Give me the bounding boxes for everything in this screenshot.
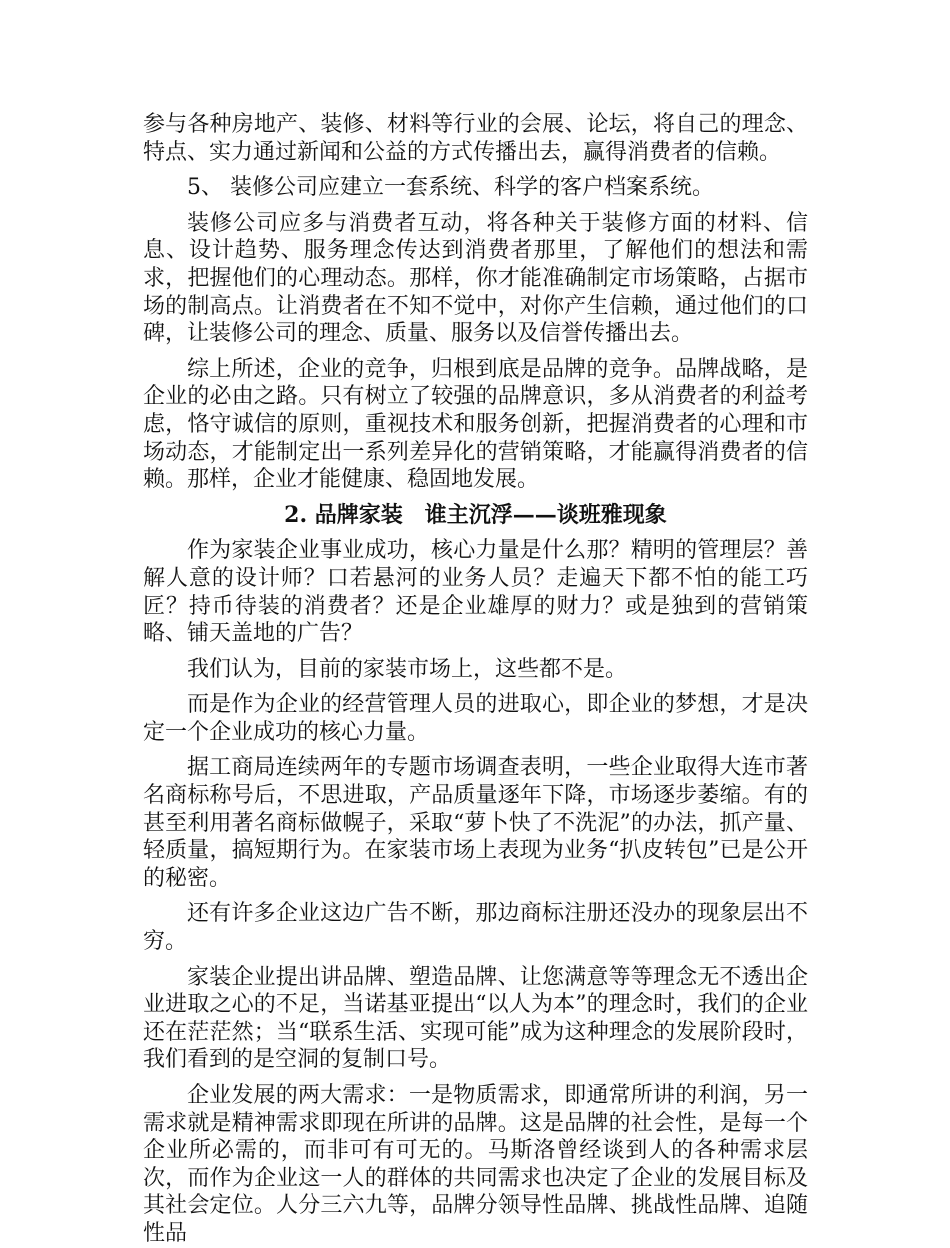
paragraph: 参与各种房地产、装修、材料等行业的会展、论坛，将自己的理念、特点、实力通过新闻和公益的方式传播出去，赢得消费者的信赖。 — [143, 112, 808, 165]
paragraph: 作为家装企业事业成功，核心力量是什么那？精明的管理层？善解人意的设计师？口若悬河的业务人员？走遍天下都不怕的能工巧匠？持币待装的消费者？还是企业雄厚的财力？或是独到的营销策略、铺天盖地的广告？ — [143, 538, 808, 647]
paragraph: 据工商局连续两年的专题市场调查表明，一些企业取得大连市著名商标称号后，不思进取，产品质量逐年下降，市场逐步萎缩。有的甚至利用著名商标做幌子，采取“萝卜快了不洗泥”的办法，抓产量、轻质量，搞短期行为。在家装市场上表现为业务“扒皮转包”已是公开的秘密。 — [143, 755, 808, 891]
paragraph: 家装企业提出讲品牌、塑造品牌、让您满意等等理念无不透出企业进取之心的不足，当诺基亚提出“以人为本”的理念时，我们的企业还在茫茫然；当“联系生活、实现可能”成为这种理念的发展阶段时，我们看到的是空洞的复制口号。 — [143, 964, 808, 1073]
section-heading: 2. 品牌家装 谁主沉浮——谈班雅现象 — [284, 501, 667, 528]
paragraph: 企业发展的两大需求：一是物质需求，即通常所讲的利润，另一需求就是精神需求即现在所讲的品牌。这是品牌的社会性，是每一个企业所必需的，而非可有可无的。马斯洛曾经谈到人的各种需求层次，而作为企业这一人的群体的共同需求也决定了企业的发展目标及其社会定位。人分三六九等，品牌分领导性品牌、挑战性品牌、追随性品 — [143, 1083, 808, 1246]
paragraph: 装修公司应多与消费者互动，将各种关于装修方面的材料、信息、设计趋势、服务理念传达到消费者那里，了解他们的想法和需求，把握他们的心理动态。那样，你才能准确制定市场策略，占据市场的制高点。让消费者在不知不觉中，对你产生信赖，通过他们的口碑，让装修公司的理念、质量、服务以及信誉传播出去。 — [143, 210, 808, 347]
paragraph: 还有许多企业这边广告不断，那边商标注册还没办的现象层出不穷。 — [143, 901, 808, 955]
document-page — [143, 111, 808, 1248]
paragraph: 综上所述，企业的竞争，归根到底是品牌的竞争。品牌战略，是企业的必由之路。只有树立了较强的品牌意识，多从消费者的利益考虑，恪守诚信的原则，重视技术和服务创新，把握消费者的心理和市场动态，才能制定出一系列差异化的营销策略，才能赢得消费者的信赖。那样，企业才能健康、稳固地发展。 — [143, 356, 808, 493]
numbered-item: 5、 装修公司应建立一套系统、科学的客户档案系统。 — [187, 175, 714, 201]
paragraph: 而是作为企业的经营管理人员的进取心，即企业的梦想，才是决定一个企业成功的核心力量。 — [143, 692, 808, 745]
paragraph: 我们认为，目前的家装市场上，这些都不是。 — [187, 656, 628, 682]
